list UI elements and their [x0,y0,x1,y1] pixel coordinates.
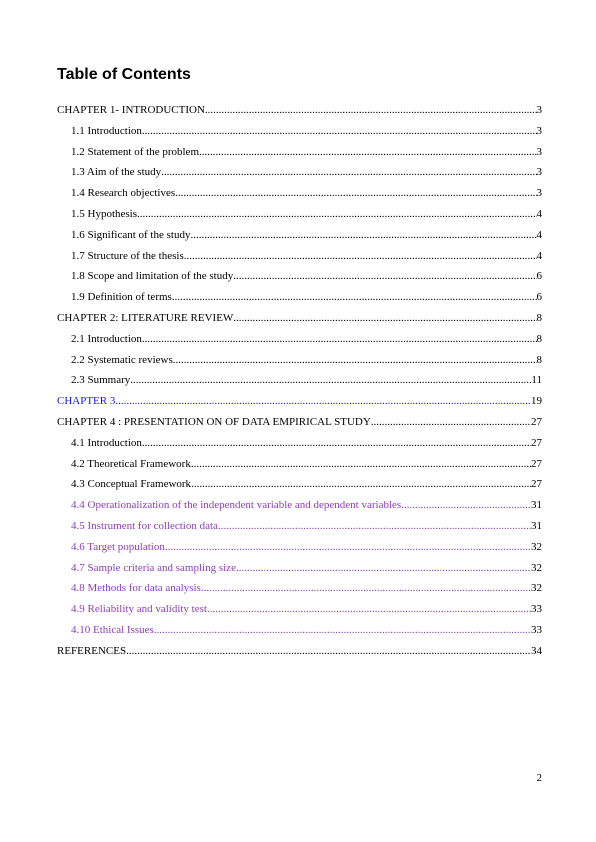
toc-entry-label: 2.3 Summary [71,374,131,387]
toc-entry-label: 4.7 Sample criteria and sampling size [71,561,236,574]
toc-title: Table of Contents [57,66,191,83]
toc-entry[interactable] [57,454,542,475]
toc-entry[interactable] [57,204,542,225]
toc-entry-page: 6 [536,291,542,304]
toc-entry[interactable] [57,474,542,495]
toc-dot-leader [173,350,537,371]
toc-entry-label: 4.5 Instrument for collection data [71,519,218,532]
toc-entry[interactable] [57,246,542,267]
toc-entry[interactable] [57,183,542,204]
toc-entry[interactable] [57,495,542,516]
toc-entry-label: CHAPTER 1- INTRODUCTION [57,104,205,116]
toc-entry-label: 4.4 Operationalization of the independent variable and dependent variables [71,499,402,512]
toc-entry[interactable] [57,308,542,329]
toc-entry-page: 3 [536,104,542,116]
toc-entry-page: 4 [536,207,542,220]
toc-entry-page: 8 [536,311,542,324]
toc-entry-page: 33 [531,603,542,616]
toc-dot-leader [371,412,531,433]
toc-dot-leader [191,454,531,475]
toc-entry[interactable] [57,599,542,620]
toc-dot-leader [142,329,537,350]
toc-entry[interactable] [57,433,542,454]
toc-entry-page: 6 [536,270,542,283]
toc-dot-leader [142,121,537,142]
toc-entry-page: 27 [531,436,542,449]
toc-dot-leader [401,495,531,516]
toc-entry[interactable] [57,225,542,246]
toc-entry-page: 4 [536,228,542,241]
toc-entry[interactable] [57,641,542,662]
toc-entry-page: 31 [531,499,542,512]
toc-entry-page: 34 [531,644,542,657]
toc-entry-page: 31 [531,519,542,532]
toc-entry-page: 8 [536,332,542,345]
toc-dot-leader [190,225,536,246]
toc-entry-label: 4.6 Target population [71,540,165,553]
toc-entry-label: 4.1 Introduction [71,436,142,449]
toc-dot-leader [236,558,531,579]
toc-entry-label: 1.1 Introduction [71,124,142,137]
toc-dot-leader [137,204,537,225]
toc-entry[interactable] [57,350,542,371]
toc-entry[interactable] [57,516,542,537]
toc-entry-page: 27 [531,415,542,428]
toc-dot-leader [130,370,531,391]
toc-entry-page: 32 [531,561,542,574]
toc-entry-label: CHAPTER 2: LITERATURE REVIEW [57,311,234,324]
toc-entry[interactable] [57,412,542,433]
toc-entry-label: CHAPTER 4 : PRESENTATION ON OF DATA EMPIRICAL STUDY [57,415,371,428]
toc-entry-label: 2.1 Introduction [71,332,142,345]
toc-entry[interactable] [57,121,542,142]
toc-entry-page: 33 [531,623,542,636]
toc-entry[interactable] [57,329,542,350]
toc-dot-leader [115,391,531,412]
toc-dot-leader [154,620,531,641]
toc-entry-label: CHAPTER 3 [57,395,116,408]
toc-dot-leader [205,100,537,121]
toc-dot-leader [218,516,531,537]
toc-entry[interactable] [57,287,542,308]
toc-entry-page: 32 [531,540,542,553]
toc-entry-page: 27 [531,457,542,470]
toc-entry-page: 19 [531,395,542,408]
toc-entry-label: 4.8 Methods for data analysis [71,582,201,595]
toc-entry[interactable] [57,370,542,391]
toc-entry-label: 1.3 Aim of the study [71,166,162,179]
toc-entry-label: 4.10 Ethical Issues [71,623,154,636]
toc-entry-label: 1.5 Hypothesis [71,207,137,220]
toc-entry-label: REFERENCES [57,644,127,657]
toc-entry-page: 8 [536,353,542,366]
toc-entry-label: 4.9 Reliability and validity test [71,603,207,616]
toc-entry-label: 1.4 Research objectives [71,187,176,200]
toc-entry-page: 3 [536,145,542,158]
toc-dot-leader [233,266,536,287]
toc-entry-page: 3 [536,166,542,179]
toc-entry-page: 3 [536,124,542,137]
toc-entry-page: 27 [531,478,542,491]
toc-dot-leader [165,537,531,558]
toc-dot-leader [207,599,531,620]
toc-entry-page: 3 [536,187,542,200]
toc-dot-leader [161,162,536,183]
toc-entry-label: 1.6 Significant of the study [71,228,191,241]
toc-entry-page: 11 [531,374,542,387]
toc-entry[interactable] [57,100,542,121]
toc-entry-label: 1.9 Definition of terms [71,291,172,304]
toc-entry-label: 2.2 Systematic reviews [71,353,173,366]
toc-entry[interactable] [57,537,542,558]
toc-entry-label: 1.7 Structure of the thesis [71,249,184,262]
toc-entry[interactable] [57,578,542,599]
toc-entry[interactable] [57,391,542,412]
toc-entry-label: 1.2 Statement of the problem [71,145,199,158]
toc-dot-leader [191,474,531,495]
toc-dot-leader [142,433,531,454]
toc-dot-leader [126,641,531,662]
toc-dot-leader [184,246,537,267]
toc-dot-leader [172,287,537,308]
toc-dot-leader [199,142,537,163]
toc-entry-label: 4.3 Conceptual Framework [71,478,192,491]
toc-entry[interactable] [57,620,542,641]
toc-entry[interactable] [57,266,542,287]
table-of-contents [57,100,542,662]
toc-entry[interactable] [57,142,542,163]
page-number: 2 [536,772,542,784]
toc-dot-leader [175,183,536,204]
toc-entry[interactable] [57,162,542,183]
toc-entry-page: 4 [536,249,542,262]
toc-dot-leader [233,308,536,329]
toc-entry[interactable] [57,558,542,579]
toc-entry-label: 1.8 Scope and limitation of the study [71,270,234,283]
toc-entry-label: 4.2 Theoretical Framework [71,457,191,470]
toc-entry-page: 32 [531,582,542,595]
toc-dot-leader [201,578,531,599]
